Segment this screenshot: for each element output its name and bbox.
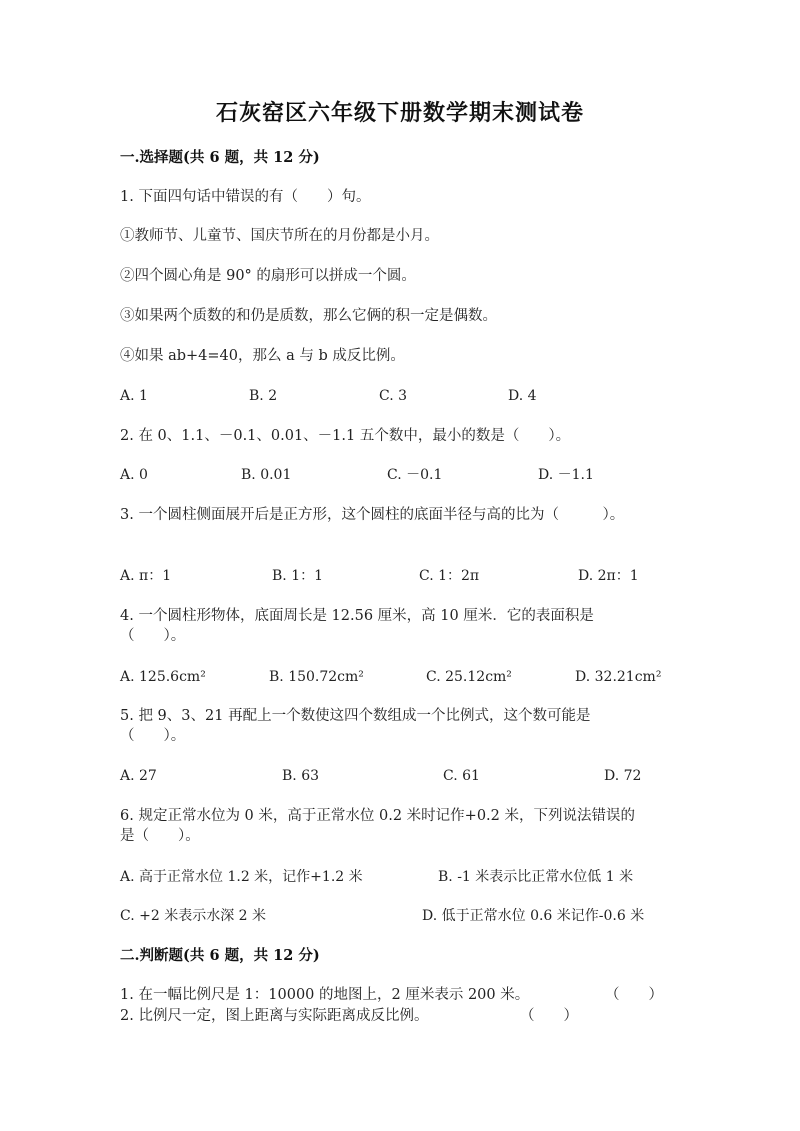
q5-stem-line1: 5. 把 9、3、21 再配上一个数使这四个数组成一个比例式，这个数可能是 bbox=[120, 708, 591, 724]
q1-statement-2: ②四个圆心角是 90° 的扇形可以拼成一个圆。 bbox=[120, 268, 416, 284]
q1-option-b: B. 2 bbox=[249, 388, 278, 404]
q2-option-d: D. －1.1 bbox=[538, 467, 594, 483]
q5-stem-line2: （ ）。 bbox=[120, 728, 186, 744]
q4-stem-line2: （ ）。 bbox=[120, 628, 186, 644]
q2-stem: 2. 在 0、1.1、－0.1、0.01、－1.1 五个数中，最小的数是（ ）。 bbox=[120, 428, 571, 444]
q3-option-d: D. 2π：1 bbox=[578, 568, 639, 584]
q5-option-b: B. 63 bbox=[282, 768, 320, 784]
q1-stem: 1. 下面四句话中错误的有（ ）句。 bbox=[120, 189, 371, 205]
q1-statement-4: ④如果 ab+4=40，那么 a 与 b 成反比例。 bbox=[120, 348, 405, 364]
q1-statement-1: ①教师节、儿童节、国庆节所在的月份都是小月。 bbox=[120, 228, 439, 244]
judge-q2-stem: 2. 比例尺一定，图上距离与实际距离成反比例。 bbox=[120, 1008, 429, 1024]
q5-option-c: C. 61 bbox=[443, 768, 480, 784]
q2-option-c: C. －0.1 bbox=[387, 467, 443, 483]
q1-option-a: A. 1 bbox=[120, 388, 148, 404]
judge-q2-answer-blank[interactable]: （ ） bbox=[520, 1008, 578, 1024]
page-title: 石灰窑区六年级下册数学期末测试卷 bbox=[215, 100, 584, 126]
q1-option-d: D. 4 bbox=[508, 388, 537, 404]
q3-option-c: C. 1：2π bbox=[419, 568, 480, 584]
q4-option-b: B. 150.72cm² bbox=[269, 669, 364, 685]
q6-stem-line2: 是（ ）。 bbox=[120, 828, 200, 844]
q2-option-b: B. 0.01 bbox=[241, 467, 292, 483]
judge-q1-stem: 1. 在一幅比例尺是 1：10000 的地图上，2 厘米表示 200 米。 bbox=[120, 987, 530, 1003]
q6-stem-line1: 6. 规定正常水位为 0 米，高于正常水位 0.2 米时记作+0.2 米，下列说法错误的 bbox=[120, 808, 635, 824]
q6-option-b: B. -1 米表示比正常水位低 1 米 bbox=[438, 869, 634, 885]
q1-statement-3: ③如果两个质数的和仍是质数，那么它俩的积一定是偶数。 bbox=[120, 308, 497, 324]
section2-heading: 二.判断题(共 6 题，共 12 分) bbox=[120, 947, 320, 964]
q1-option-c: C. 3 bbox=[379, 388, 408, 404]
section1-heading: 一.选择题(共 6 题，共 12 分) bbox=[120, 149, 320, 166]
q3-option-a: A. π：1 bbox=[120, 568, 172, 584]
q4-option-a: A. 125.6cm² bbox=[120, 669, 206, 685]
q4-stem-line1: 4. 一个圆柱形物体，底面周长是 12.56 厘米，高 10 厘米．它的表面积是 bbox=[120, 608, 594, 624]
q6-option-c: C. +2 米表示水深 2 米 bbox=[120, 908, 267, 924]
q2-option-a: A. 0 bbox=[120, 467, 148, 483]
q4-option-c: C. 25.12cm² bbox=[426, 669, 512, 685]
q4-option-d: D. 32.21cm² bbox=[575, 669, 662, 685]
q6-option-d: D. 低于正常水位 0.6 米记作-0.6 米 bbox=[422, 908, 645, 924]
q6-option-a: A. 高于正常水位 1.2 米，记作+1.2 米 bbox=[120, 869, 363, 885]
q5-option-d: D. 72 bbox=[604, 768, 642, 784]
q3-option-b: B. 1：1 bbox=[272, 568, 324, 584]
q5-option-a: A. 27 bbox=[120, 768, 157, 784]
q3-stem: 3. 一个圆柱侧面展开后是正方形，这个圆柱的底面半径与高的比为（ ）。 bbox=[120, 507, 625, 523]
judge-q1-answer-blank[interactable]: （ ） bbox=[605, 987, 663, 1003]
